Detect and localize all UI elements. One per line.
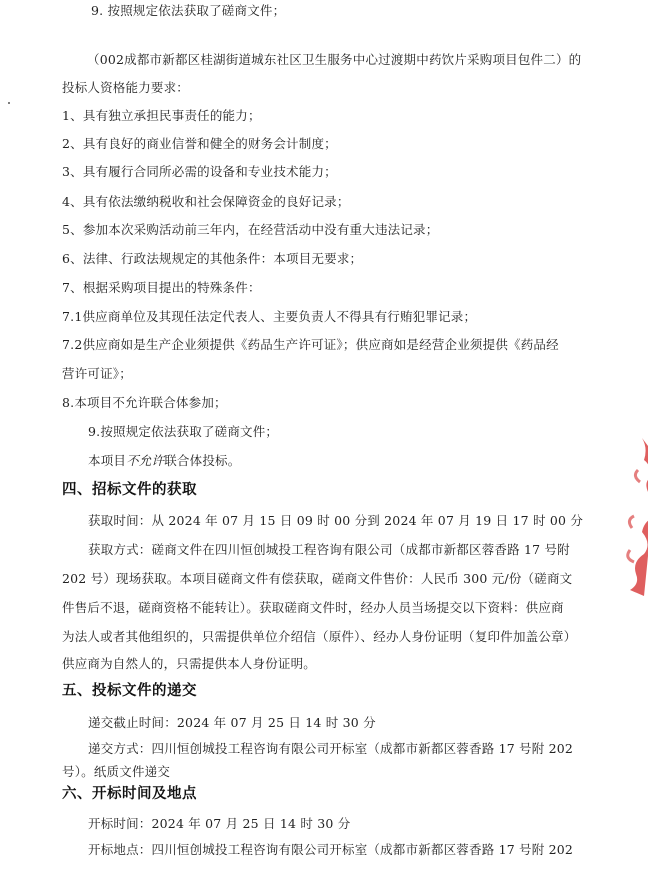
doc-line: 号）。纸质文件递交 [62, 764, 171, 779]
doc-line: 202 号）现场获取。本项目磋商文件有偿获取，磋商文件售价：人民币 300 元/份（磋商文 [62, 571, 573, 586]
doc-line: 为法人或者其他组织的，只需提供单位介绍信（原件）、经办人身份证明（复印件加盖公章） [62, 629, 577, 644]
doc-line: 获取方式：磋商文件在四川恒创城投工程咨询有限公司（成都市新都区蓉香路 17 号附 [88, 542, 570, 557]
doc-line: 5、参加本次采购活动前三年内，在经营活动中没有重大违法记录； [62, 222, 439, 237]
consortium-suffix: 联合体投标。 [164, 453, 241, 468]
doc-line: 供应商为自然人的，只需提供本人身份证明。 [62, 656, 317, 671]
doc-line: 递交截止时间：2024 年 07 月 25 日 14 时 30 分 [88, 715, 376, 730]
doc-line: 9. 按照规定依法获取了磋商文件； [91, 3, 286, 18]
doc-line: 开标时间：2024 年 07 月 25 日 14 时 30 分 [88, 816, 351, 831]
doc-line: 4、具有依法缴纳税收和社会保障资金的良好记录； [62, 194, 350, 209]
doc-line: 8.本项目不允许联合体参加； [62, 395, 227, 410]
doc-line: 6、法律、行政法规规定的其他条件：本项目无要求； [62, 251, 363, 266]
scan-speck [8, 102, 10, 104]
doc-line: （002成都市新都区桂湖街道城东社区卫生服务中心过渡期中药饮片采购项目包件二）的 [87, 52, 582, 67]
doc-line: 7.1供应商单位及其现任法定代表人、主要负责人不得具有行贿犯罪记录； [62, 309, 477, 324]
doc-line: 获取时间：从 2024 年 07 月 15 日 09 时 00 分到 2024 年 07 月 19 日 17 时 00 分 [88, 513, 584, 528]
doc-line: 投标人资格能力要求： [62, 80, 190, 95]
doc-line: 1、具有独立承担民事责任的能力； [62, 108, 261, 123]
doc-line: 3、具有履行合同所必需的设备和专业技术能力； [62, 164, 337, 179]
doc-line: 7、根据采购项目提出的特殊条件： [62, 280, 261, 295]
consortium-prefix: 本项目 [88, 453, 127, 468]
red-seal-stamp [612, 430, 648, 610]
section-heading-4: 四、招标文件的获取 [62, 482, 197, 498]
section-heading-6: 六、开标时间及地点 [62, 786, 197, 802]
doc-line: 2、具有良好的商业信誉和健全的财务会计制度； [62, 136, 337, 151]
doc-line: 7.2供应商如是生产企业须提供《药品生产许可证》；供应商如是经营企业须提供《药品经 [62, 337, 559, 352]
doc-line: 递交方式：四川恒创城投工程咨询有限公司开标室（成都市新都区蓉香路 17 号附 202 [88, 741, 574, 756]
doc-line: 件售后不退，磋商资格不能转让）。获取磋商文件时，经办人员当场提交以下资料：供应商 [62, 600, 564, 615]
consortium-line [88, 453, 240, 469]
doc-line: 营许可证》； [62, 366, 132, 381]
consortium-italic: 不允许 [126, 453, 165, 468]
doc-line: 开标地点：四川恒创城投工程咨询有限公司开标室（成都市新都区蓉香路 17 号附 202 [88, 842, 574, 857]
doc-line: 9.按照规定依法获取了磋商文件； [88, 424, 279, 439]
section-heading-5: 五、投标文件的递交 [62, 683, 197, 699]
